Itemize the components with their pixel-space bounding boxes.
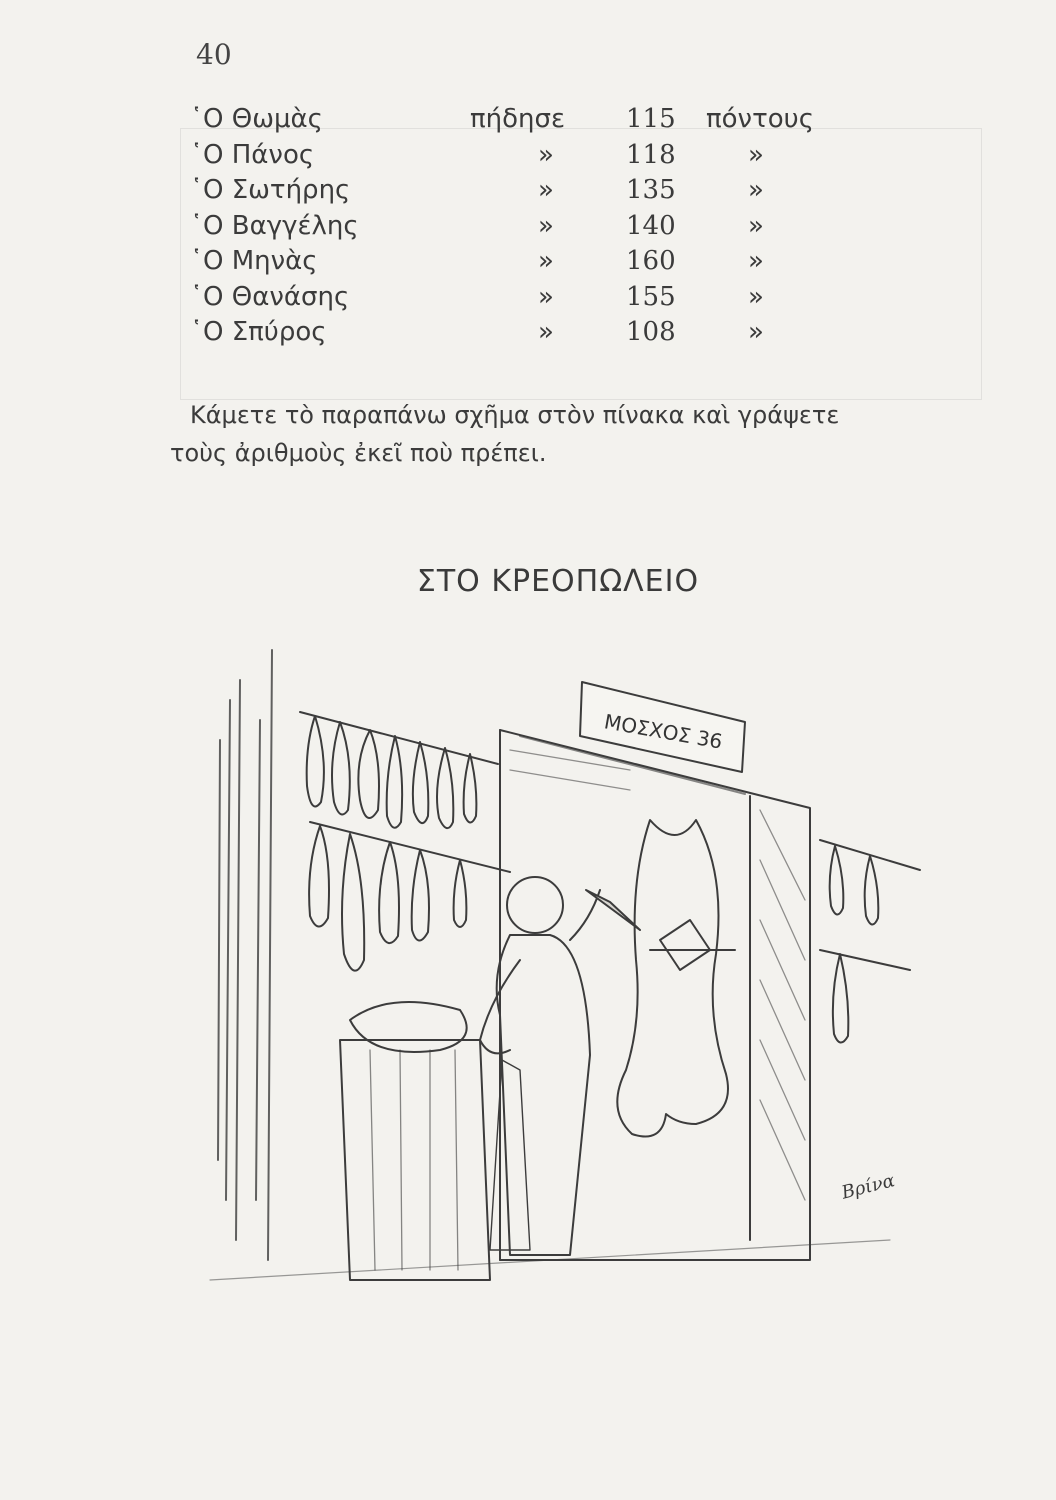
ditto-mark: » (748, 281, 764, 312)
ditto-mark: » (538, 246, 554, 276)
jump-unit: πόντους (706, 104, 814, 134)
ditto-mark: » (538, 210, 554, 241)
ditto-mark: » (748, 210, 764, 241)
hanging-carcass (617, 820, 735, 1137)
left-wall-lines (218, 650, 272, 1260)
meat-rail-upper (300, 712, 498, 828)
butcher-figure (480, 877, 640, 1255)
ditto-mark: » (748, 246, 764, 276)
jumper-name: ῾Ο Θανάσης (190, 281, 350, 312)
ditto-mark: » (748, 317, 764, 347)
jump-value: 140 (626, 210, 676, 241)
jump-value: 115 (626, 104, 676, 134)
jumper-name: ῾Ο Βαγγέλης (190, 210, 359, 241)
sign-label: ΜΟΣΧΟΣ 36 (602, 709, 725, 754)
jump-value: 118 (626, 139, 676, 170)
jump-row (190, 246, 870, 282)
jumper-name: ῾Ο Μηνὰς (190, 246, 318, 276)
exercise-instruction (170, 396, 1010, 472)
jumper-name: ῾Ο Πάνος (190, 139, 315, 170)
instruction-line: τοὺς ἀριθμοὺς ἐκεῖ ποὺ πρέπει. (170, 439, 547, 467)
jump-row (190, 175, 870, 211)
jumper-name: ῾Ο Σπύρος (190, 317, 327, 347)
ditto-mark: » (538, 175, 554, 205)
cold-room-door (500, 730, 810, 1260)
ditto-mark: » (538, 281, 554, 312)
ditto-mark: » (748, 139, 764, 170)
jump-verb: πήδησε (470, 104, 566, 134)
section-title: ΣΤΟ ΚΡΕΟΠΩΛΕΙΟ (416, 564, 700, 599)
jump-results-list (190, 104, 870, 353)
right-side-rails (820, 840, 920, 1043)
instruction-line: Κάμετε τὸ παραπάνω σχῆμα στὸν πίνακα καὶ γράψετε (190, 401, 840, 429)
jump-row (190, 140, 870, 176)
jumper-name: ῾Ο Θωμὰς (190, 104, 323, 134)
jump-value: 160 (626, 246, 676, 276)
jumper-name: ῾Ο Σωτήρης (190, 175, 351, 205)
jump-value: 135 (626, 175, 676, 205)
jump-value: 155 (626, 281, 676, 312)
meat-rail-lower (309, 822, 510, 971)
page-number: 40 (196, 38, 232, 71)
jump-value: 108 (626, 317, 676, 347)
ditto-mark: » (538, 317, 554, 347)
jump-row (190, 211, 870, 247)
ditto-mark: » (538, 139, 554, 170)
jump-row (190, 104, 870, 140)
artist-signature: Βρίνα (839, 1170, 897, 1204)
meat-barrel (340, 1002, 490, 1280)
ditto-mark: » (748, 175, 764, 205)
butcher-shop-illustration (190, 640, 930, 1340)
jump-row (190, 317, 870, 353)
jump-row (190, 282, 870, 318)
